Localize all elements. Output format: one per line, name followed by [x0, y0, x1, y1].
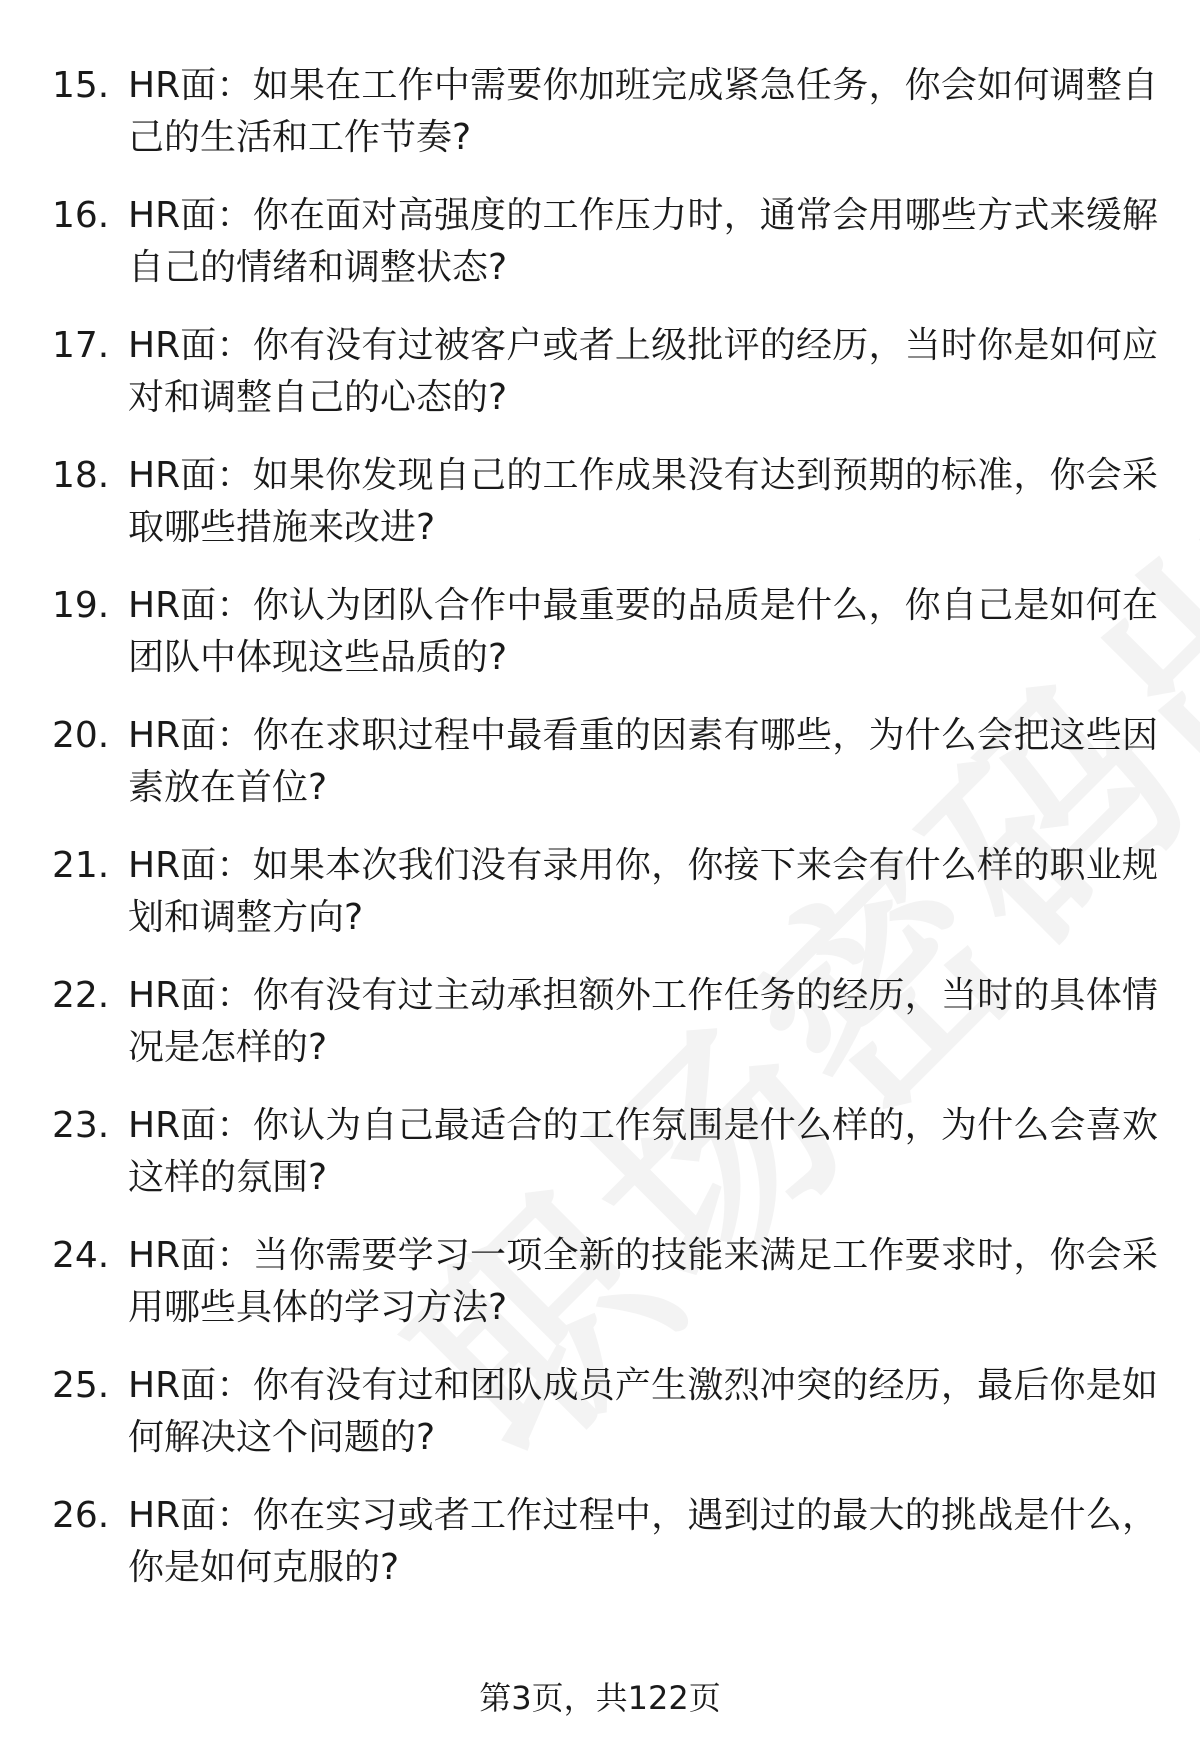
question-item-26: [0, 1482, 1200, 1612]
question-item-25: [0, 1352, 1200, 1482]
page-footer: [0, 1673, 1200, 1723]
question-text: HR面：如果本次我们没有录用你，你接下来会有什么样的职业规划和调整方向?: [128, 845, 1158, 938]
question-text: HR面：你在求职过程中最看重的因素有哪些，为什么会把这些因素放在首位?: [128, 715, 1158, 808]
question-number: 26.: [52, 1495, 110, 1536]
question-number: 19.: [52, 585, 110, 626]
question-item-18: [0, 442, 1200, 572]
question-item-16: [0, 182, 1200, 312]
question-text: HR面：你在实习或者工作过程中，遇到过的最大的挑战是什么，你是如何克服的?: [128, 1495, 1158, 1588]
question-item-21: [0, 832, 1200, 962]
question-item-15: [0, 52, 1200, 182]
question-number: 15.: [52, 65, 110, 106]
question-number: 20.: [52, 715, 110, 756]
question-text: HR面：你认为自己最适合的工作氛围是什么样的，为什么会喜欢这样的氛围?: [128, 1105, 1158, 1198]
question-text: HR面：你在面对高强度的工作压力时，通常会用哪些方式来缓解自己的情绪和调整状态?: [128, 195, 1158, 288]
question-text: HR面：如果你发现自己的工作成果没有达到预期的标准，你会采取哪些措施来改进?: [128, 455, 1158, 548]
question-number: 22.: [52, 975, 110, 1016]
question-text: HR面：你认为团队合作中最重要的品质是什么，你自己是如何在团队中体现这些品质的?: [128, 585, 1158, 678]
question-text: HR面：如果在工作中需要你加班完成紧急任务，你会如何调整自己的生活和工作节奏?: [128, 65, 1158, 158]
question-number: 21.: [52, 845, 110, 886]
question-number: 23.: [52, 1105, 110, 1146]
question-item-24: [0, 1222, 1200, 1352]
question-item-17: [0, 312, 1200, 442]
question-item-20: [0, 702, 1200, 832]
question-number: 24.: [52, 1235, 110, 1276]
question-text: HR面：你有没有过主动承担额外工作任务的经历，当时的具体情况是怎样的?: [128, 975, 1158, 1068]
question-text: HR面：当你需要学习一项全新的技能来满足工作要求时，你会采用哪些具体的学习方法?: [128, 1235, 1158, 1328]
question-number: 25.: [52, 1365, 110, 1406]
question-text: HR面：你有没有过和团队成员产生激烈冲突的经历，最后你是如何解决这个问题的?: [128, 1365, 1158, 1458]
page-number-label: 第3页，共122页: [479, 1679, 721, 1717]
question-number: 17.: [52, 325, 110, 366]
question-text: HR面：你有没有过被客户或者上级批评的经历，当时你是如何应对和调整自己的心态的?: [128, 325, 1158, 418]
question-list: [0, 52, 1200, 1612]
question-item-23: [0, 1092, 1200, 1222]
question-number: 18.: [52, 455, 110, 496]
question-item-22: [0, 962, 1200, 1092]
question-number: 16.: [52, 195, 110, 236]
question-item-19: [0, 572, 1200, 702]
